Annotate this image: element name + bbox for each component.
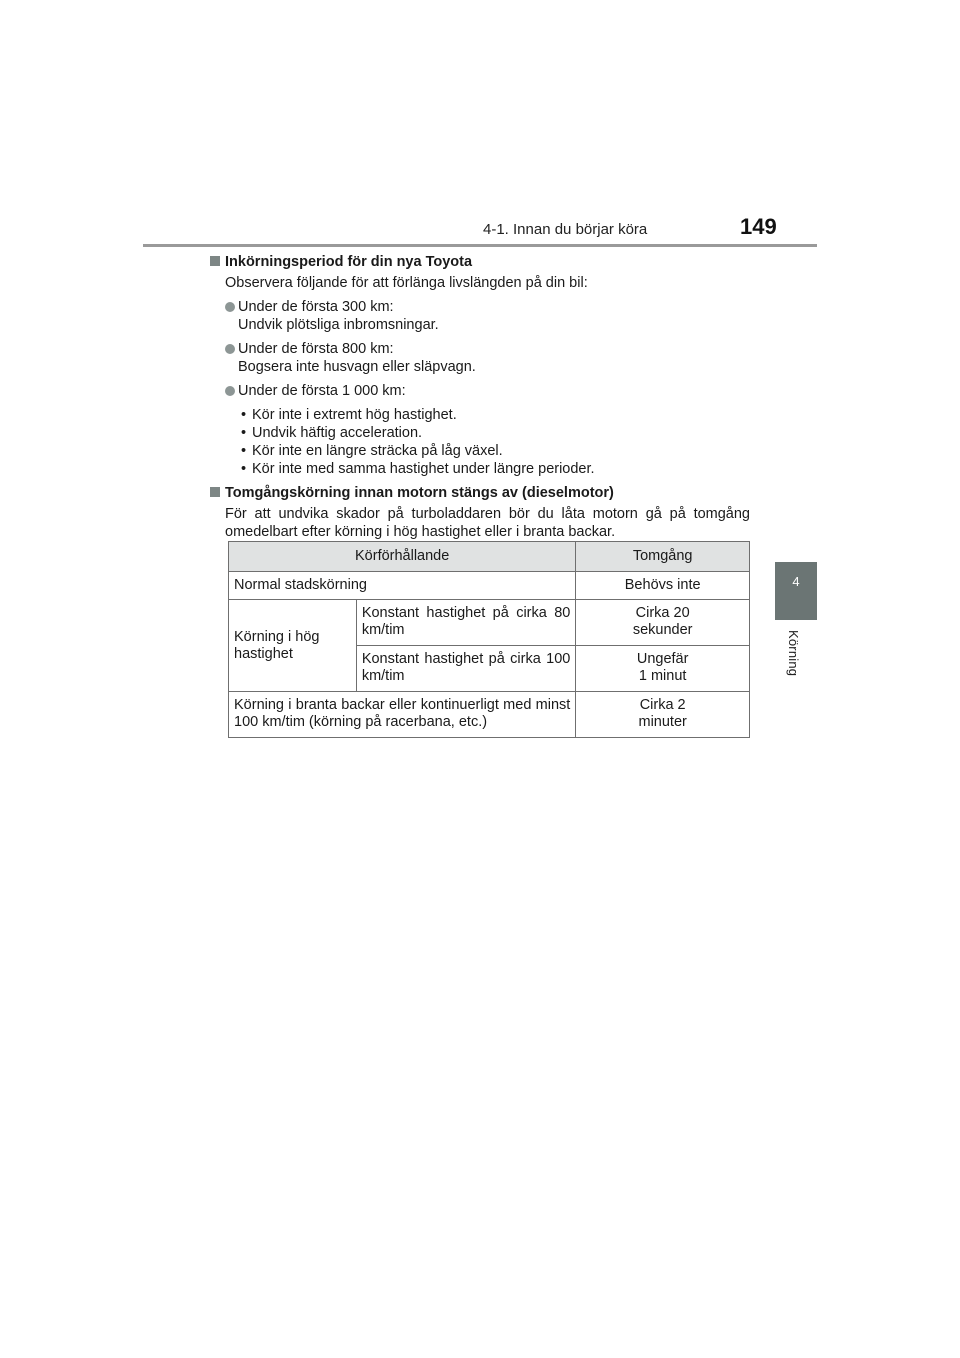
chapter-tab	[775, 562, 817, 620]
list-item	[210, 382, 750, 400]
sub-list	[210, 406, 750, 478]
section-heading	[210, 253, 750, 271]
column-header: Körförhållande	[229, 542, 576, 572]
table-row	[229, 572, 750, 600]
item-title: Under de första 300 km:	[238, 299, 394, 315]
section1-title: Inkörningsperiod för din nya Toyota	[225, 254, 473, 270]
circle-bullet-icon	[225, 344, 235, 354]
list-item	[210, 298, 750, 334]
table-cell: Cirka 20 sekunder	[576, 600, 750, 646]
column-header: Tomgång	[576, 542, 750, 572]
item-title: Under de första 1 000 km:	[238, 383, 406, 399]
table-cell: Behövs inte	[576, 572, 750, 600]
table-row	[229, 692, 750, 738]
item-text: Bogsera inte husvagn eller släpvagn.	[238, 359, 476, 375]
header-divider	[143, 244, 817, 247]
table-cell: Ungefär 1 minut	[576, 646, 750, 692]
table-cell: Körning i hög hastighet	[229, 600, 357, 692]
main-content	[210, 253, 750, 541]
sub-list-item: • Undvik häftig acceleration.	[241, 425, 423, 441]
square-bullet-icon	[210, 487, 220, 497]
section1-intro: Observera följande för att förlänga livslängden på din bil:	[225, 275, 588, 291]
item-title: Under de första 800 km:	[238, 341, 394, 357]
square-bullet-icon	[210, 256, 220, 266]
table-row	[229, 600, 750, 646]
circle-bullet-icon	[225, 302, 235, 312]
section-heading	[210, 484, 750, 502]
page-number: 149	[740, 214, 777, 239]
table-cell: Konstant hastighet på cirka 100 km/tim	[356, 646, 576, 692]
list-item	[210, 340, 750, 376]
idle-table	[228, 541, 750, 738]
sub-list-item: • Kör inte en längre sträcka på låg växel.	[241, 443, 503, 459]
item-text: Undvik plötsliga inbromsningar.	[238, 317, 439, 333]
chapter-number: 4	[792, 574, 800, 589]
table-cell: Konstant hastighet på cirka 80 km/tim	[356, 600, 576, 646]
circle-bullet-icon	[225, 386, 235, 396]
section2-body: För att undvika skador på turboladdaren bör du låta motorn gå på tomgång omedelbart efter körning i hög hastighet eller i branta backar.	[225, 506, 750, 540]
table-header-row	[229, 542, 750, 572]
sub-list-item: • Kör inte med samma hastighet under längre perioder.	[241, 461, 595, 477]
section2-title: Tomgångskörning innan motorn stängs av (dieselmotor)	[225, 485, 614, 501]
sub-list-item: • Kör inte i extremt hög hastighet.	[241, 407, 457, 423]
table-cell: Cirka 2 minuter	[576, 692, 750, 738]
header-section-title: 4-1. Innan du börjar köra	[483, 221, 648, 238]
chapter-label: Körning	[786, 630, 801, 677]
table-cell: Körning i branta backar eller kontinuerligt med minst 100 km/tim (körning på racerbana, etc.)	[229, 692, 576, 738]
table-cell: Normal stadskörning	[229, 572, 576, 600]
